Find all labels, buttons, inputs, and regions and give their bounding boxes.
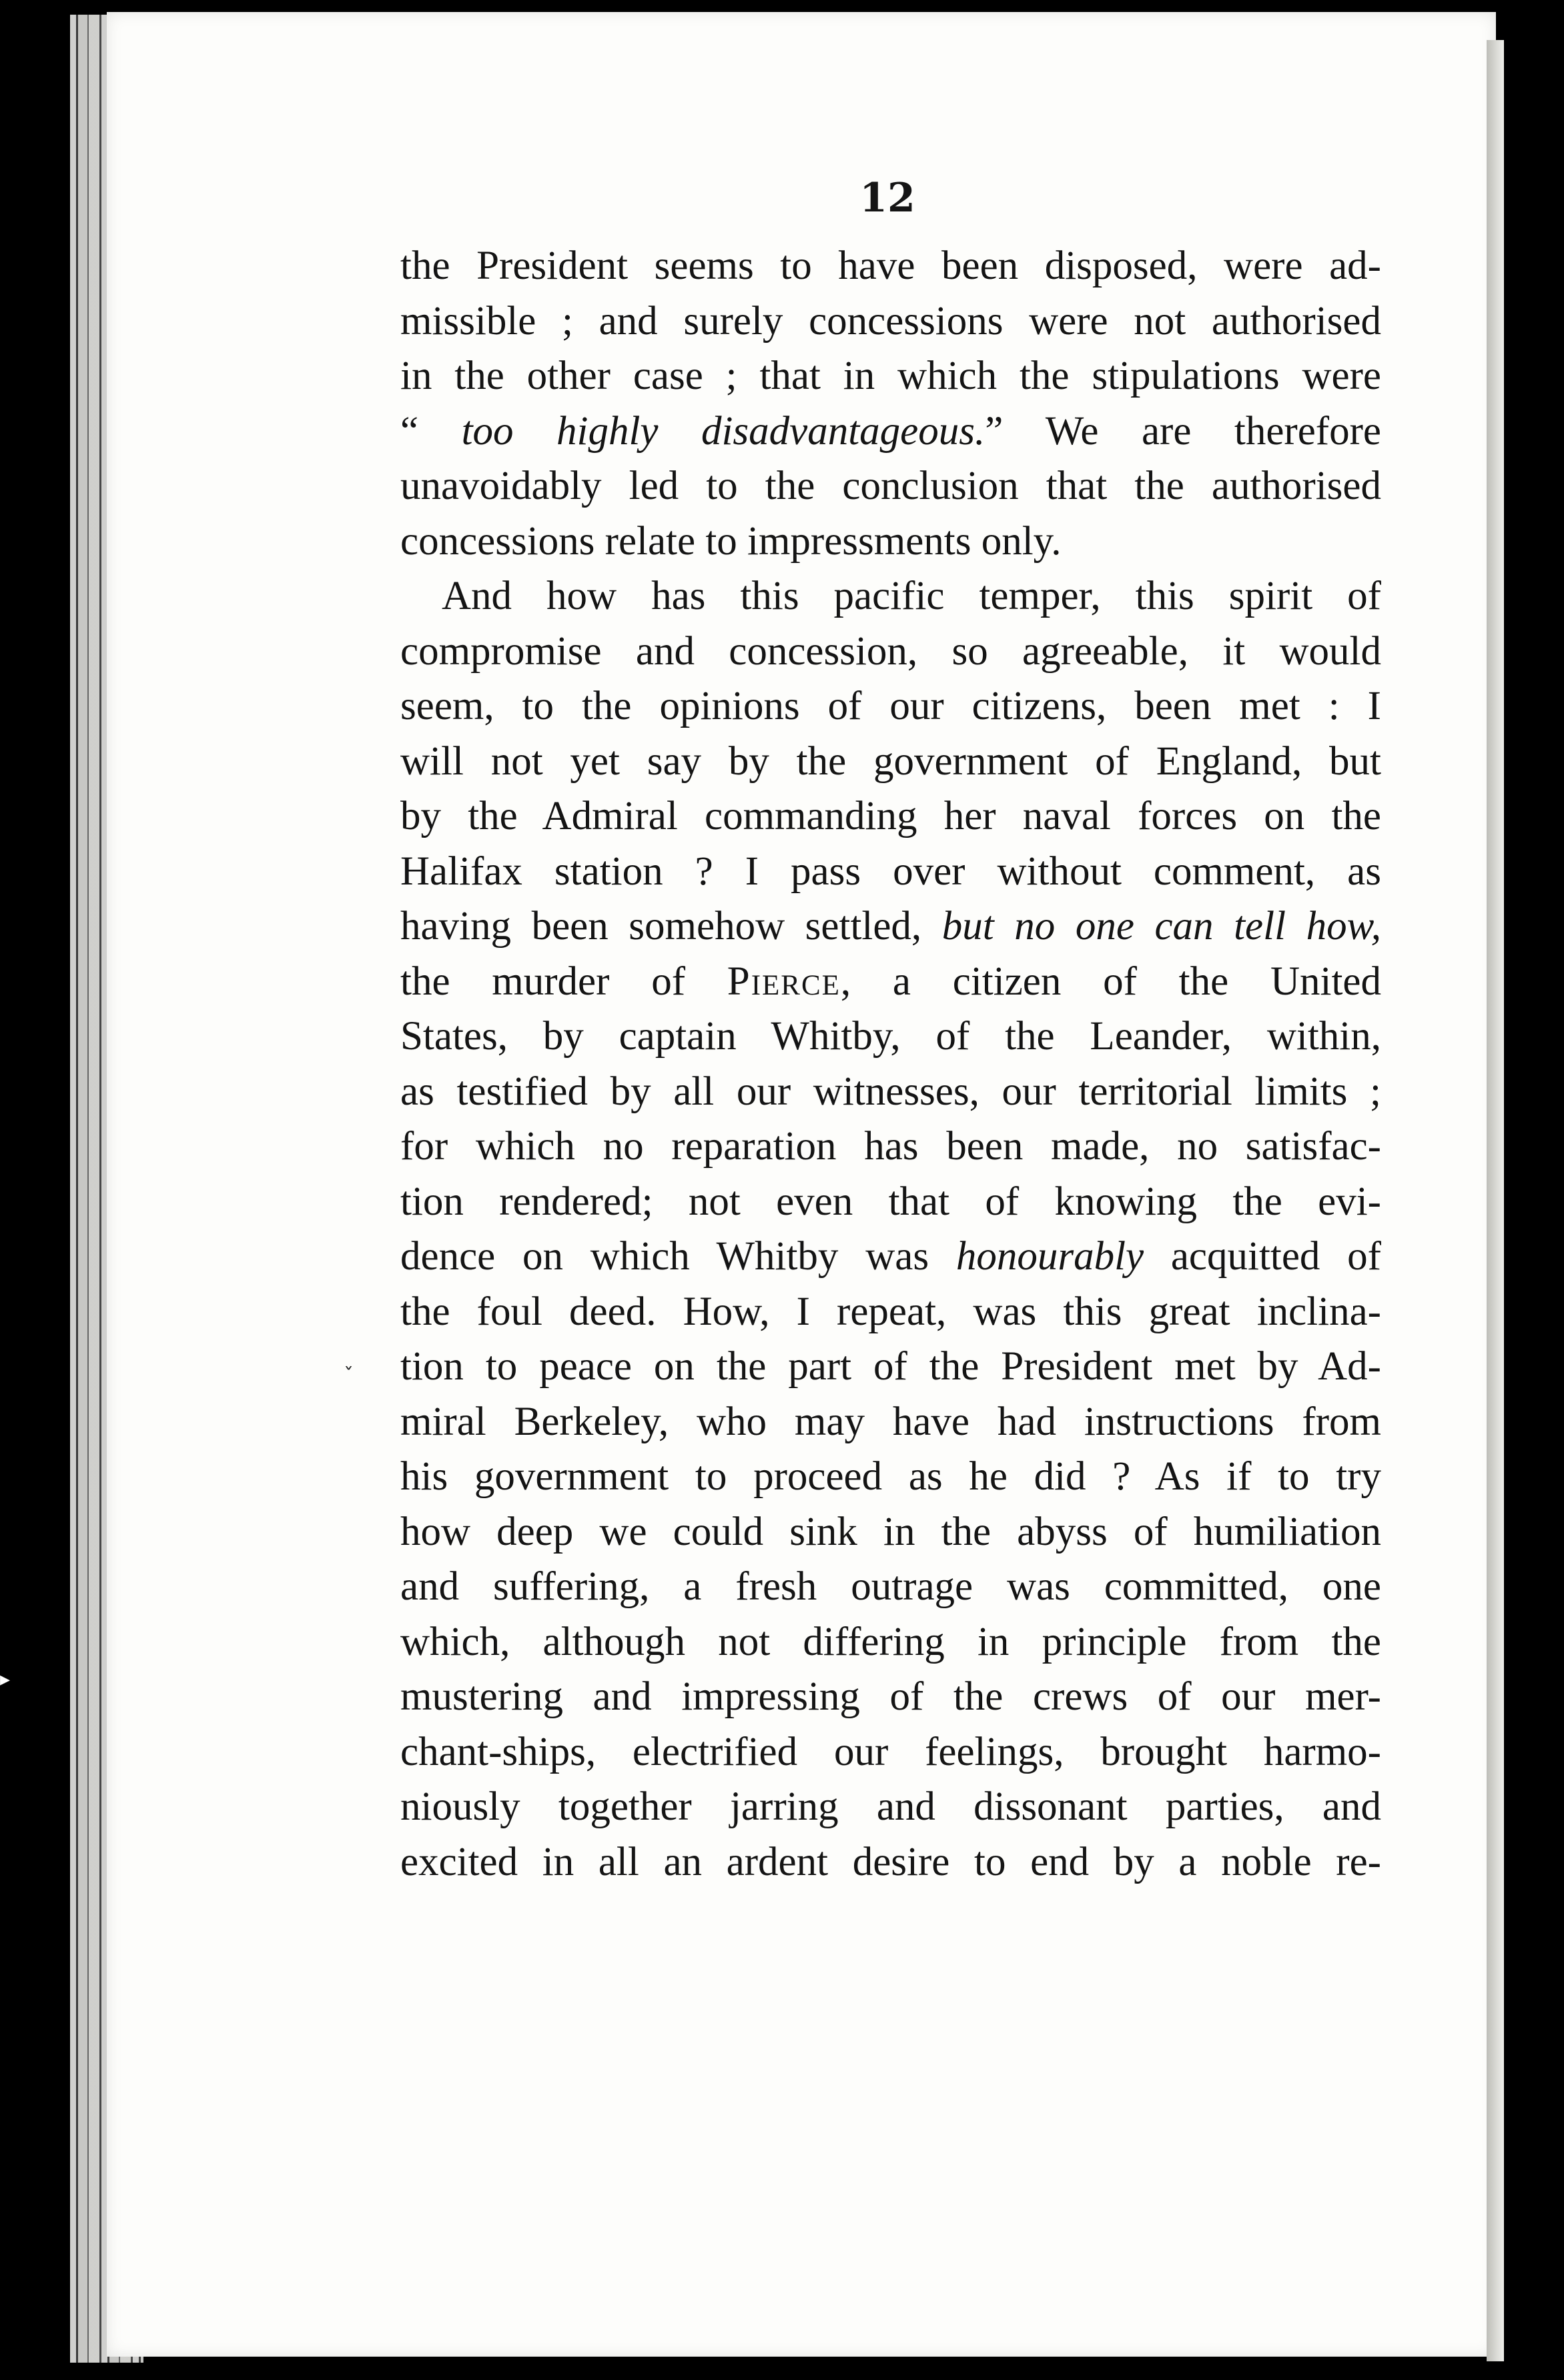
- text-line: his government to proceed as he did ? As if to try: [400, 1454, 1381, 1499]
- text-line: compromise and concession, so agreeable, it would: [400, 628, 1381, 674]
- text-line: miral Berkeley, who may have had instructions from: [400, 1399, 1381, 1444]
- text-line: seem, to the opinions of our citizens, been met : I: [400, 684, 1381, 728]
- text-line: how deep we could sink in the abyss of humiliation: [400, 1509, 1381, 1554]
- text-line: which, although not differing in principle from the: [400, 1619, 1381, 1664]
- text-line: tion rendered; not even that of knowing the evi-: [400, 1179, 1381, 1224]
- text-line: will not yet say by the government of England, but: [400, 738, 1381, 784]
- margin-mark-icon: ˇ: [344, 1364, 354, 1387]
- page-number: 12: [859, 175, 915, 221]
- text-line: as testified by all our witnesses, our territorial limits ;: [400, 1069, 1381, 1114]
- text-line: States, by captain Whitby, of the Leander, within,: [400, 1014, 1381, 1059]
- text-line: by the Admiral commanding her naval forces on the: [400, 794, 1381, 838]
- text-line: the President seems to have been disposed, were ad-: [400, 243, 1381, 288]
- body-text: [400, 239, 1381, 1890]
- text-line: niously together jarring and dissonant parties, and: [400, 1784, 1381, 1829]
- text-line: in the other case ; that in which the stipulations were: [400, 354, 1381, 398]
- text-line: for which no reparation has been made, no satisfac-: [400, 1124, 1381, 1169]
- text-line: “ too highly disadvantageous.” We are therefore: [400, 408, 1381, 454]
- text-line: dence on which Whitby was honourably acquitted of: [400, 1234, 1381, 1279]
- text-line: unavoidably led to the conclusion that the authorised: [400, 464, 1381, 508]
- text-line: and suffering, a fresh outrage was committed, one: [400, 1564, 1381, 1609]
- text-line: having been somehow settled, but no one can tell how,: [400, 904, 1381, 949]
- left-edge-arrow-icon: ▸: [0, 1668, 11, 1691]
- text-line: the foul deed. How, I repeat, was this great inclina-: [400, 1289, 1381, 1334]
- italic-phrase: but no one can tell how,: [941, 904, 1381, 949]
- italic-phrase: too highly disadvantageous.: [461, 408, 986, 454]
- paragraph-start-line: And how has this pacific temper, this spirit of: [442, 574, 1381, 618]
- small-caps-name: Pierce: [727, 959, 841, 1004]
- text-line: mustering and impressing of the crews of our mer-: [400, 1674, 1381, 1719]
- text-line: Halifax station ? I pass over without comment, as: [400, 848, 1381, 894]
- text-line: chant-ships, electrified our feelings, brought harmo-: [400, 1729, 1381, 1774]
- right-page-edge: [1487, 40, 1504, 2361]
- text-line: excited in all an ardent desire to end by a noble re-: [400, 1839, 1381, 1884]
- text-line: tion to peace on the part of the President met by Ad-: [400, 1344, 1381, 1389]
- text-line: concessions relate to impressments only.: [400, 518, 1062, 564]
- italic-word: honourably: [955, 1234, 1144, 1279]
- text-line: the murder of Pierce, a citizen of the United: [400, 959, 1381, 1004]
- text-line: missible ; and surely concessions were not authorised: [400, 298, 1381, 344]
